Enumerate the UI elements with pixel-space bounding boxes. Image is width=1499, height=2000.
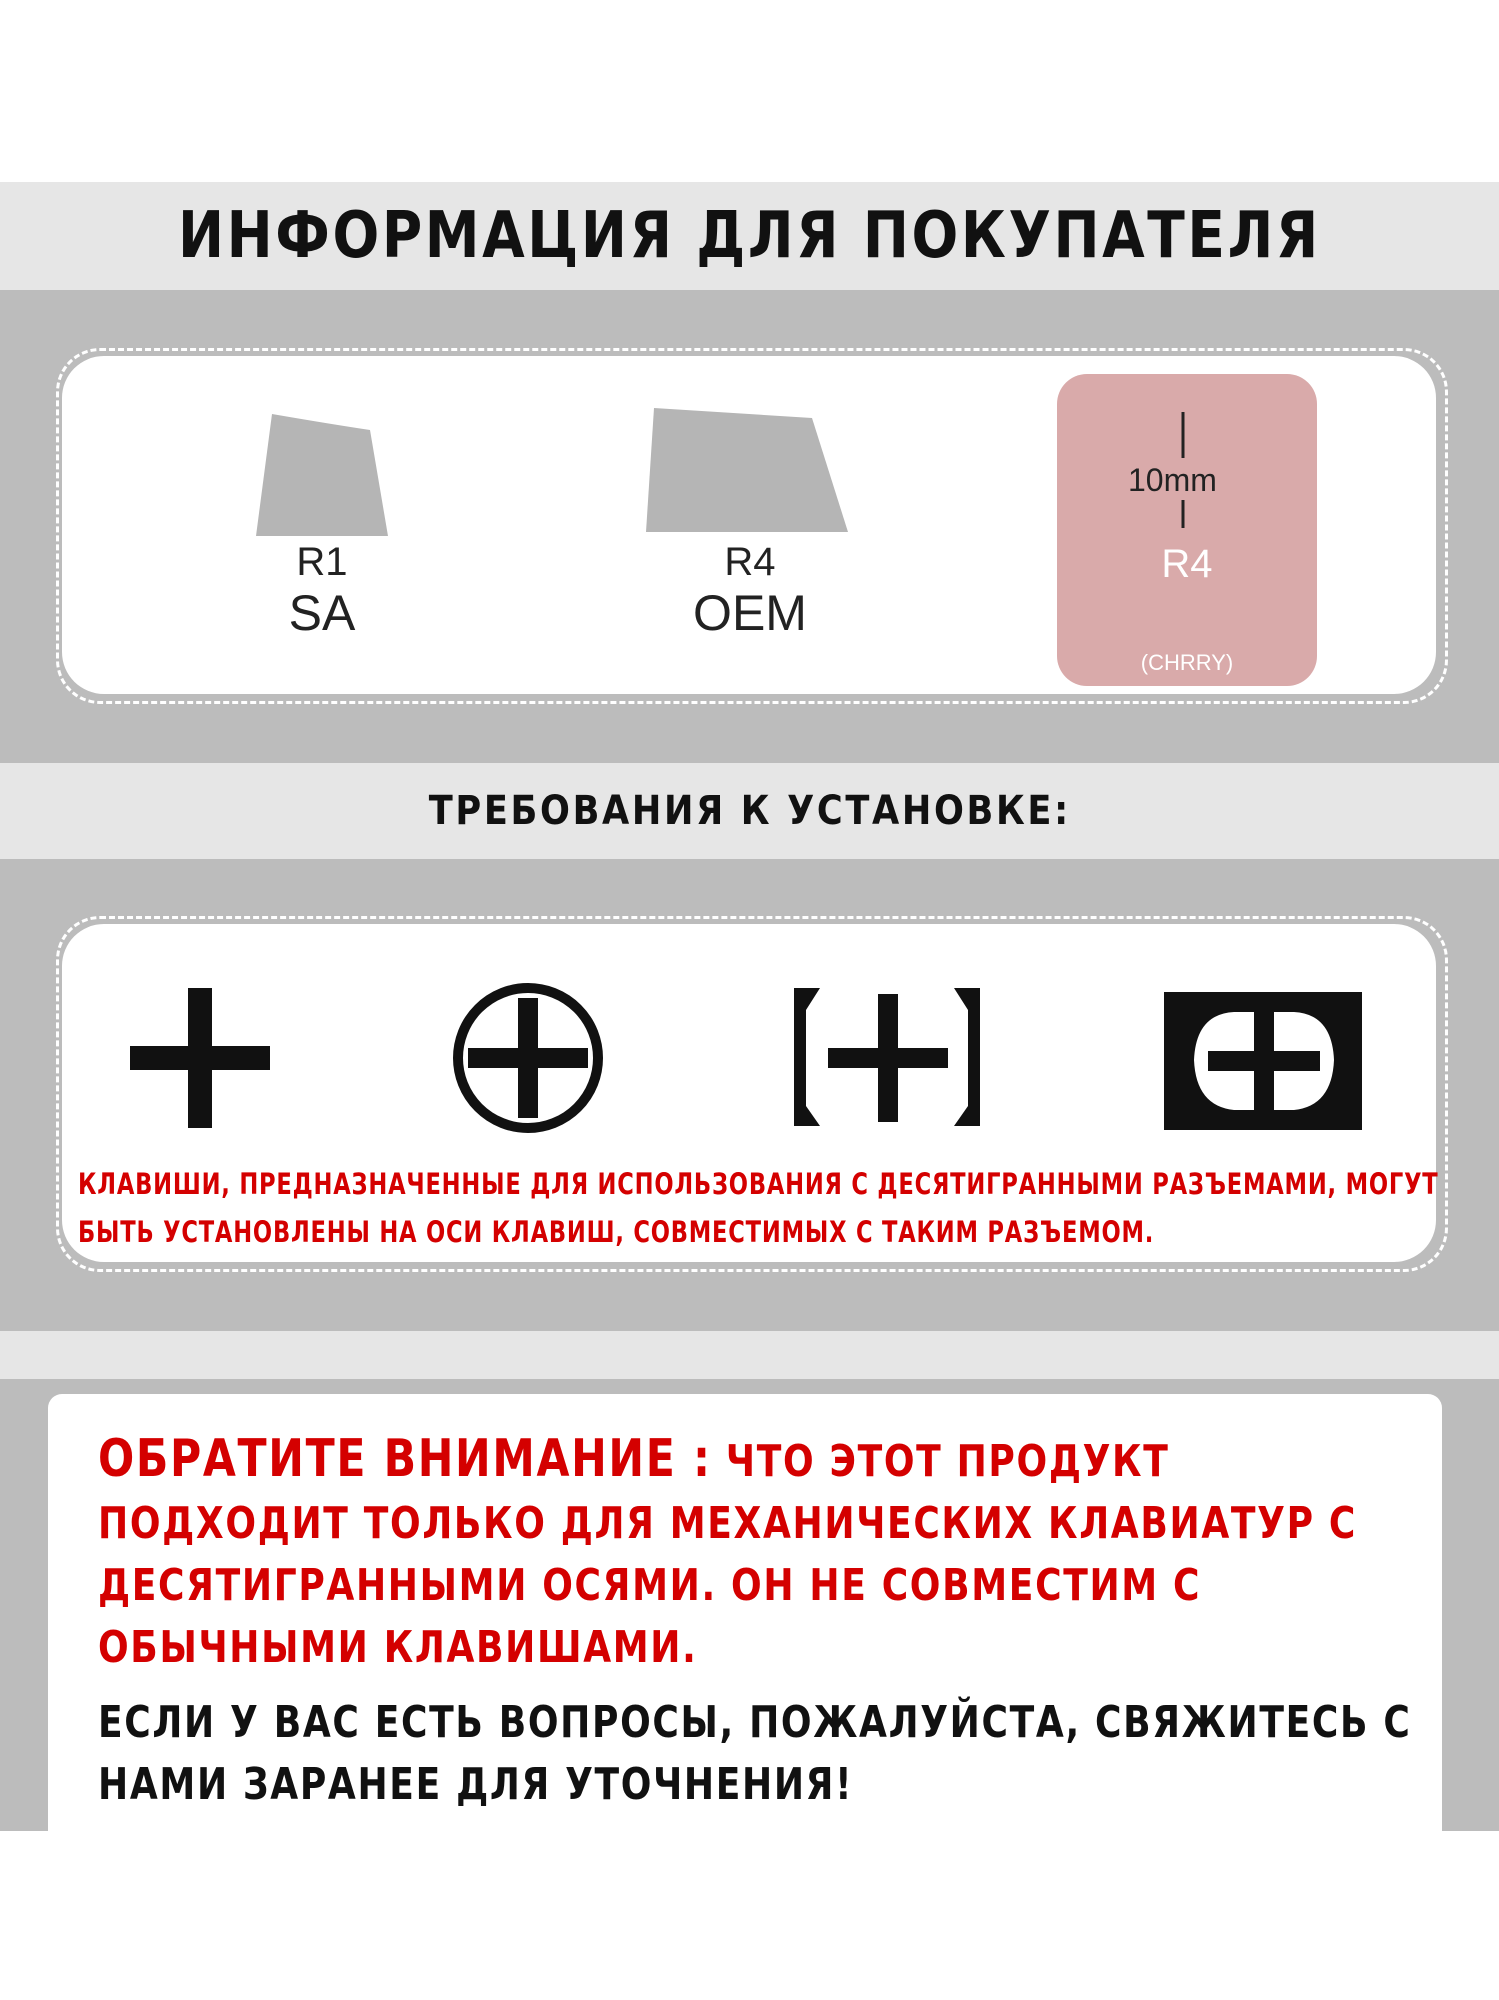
bracket-cross-icon	[794, 988, 980, 1126]
installation-title: ТРЕБОВАНИЯ К УСТАНОВКЕ:	[428, 788, 1071, 834]
page-title: ИНФОРМАЦИЯ ДЛЯ ПОКУПАТЕЛЯ	[178, 199, 1321, 273]
notice-body: ЧТО ЭТОТ ПРОДУКТ ПОДХОДИТ ТОЛЬКО ДЛЯ МЕХАНИЧЕСКИХ КЛАВИАТУР С ДЕСЯТИГРАННЫМИ ОСЯМИ. ОН НЕ СОВМЕСТИМ С ОБЫЧНЫМИ КЛАВИШАМИ.	[98, 1436, 1358, 1673]
boxed-cross-icon	[1164, 992, 1362, 1130]
profile-name: (CHRRY)	[1140, 650, 1234, 675]
divider-band	[0, 1331, 1499, 1379]
height-marker	[0, 0, 1499, 760]
circle-cross-icon	[458, 988, 598, 1128]
profile-code: R4	[1161, 542, 1213, 586]
cross-icon	[130, 988, 270, 1128]
notice-lead: ОБРАТИТЕ ВНИМАНИЕ :	[98, 1429, 712, 1489]
height-label: 10mm	[1128, 462, 1217, 498]
profile-name: OEM	[693, 585, 807, 641]
notice-text	[98, 1428, 1426, 1679]
profile-code: R1	[296, 540, 348, 584]
profile-code: R4	[724, 540, 776, 584]
stem-icons	[0, 900, 1499, 1160]
contact-text: ЕСЛИ У ВАС ЕСТЬ ВОПРОСЫ, ПОЖАЛУЙСТА, СВЯЖИТЕСЬ С НАМИ ЗАРАНЕЕ ДЛЯ УТОЧНЕНИЯ!	[98, 1697, 1412, 1810]
installation-header-band	[0, 763, 1499, 859]
installation-note: КЛАВИШИ, ПРЕДНАЗНАЧЕННЫЕ ДЛЯ ИСПОЛЬЗОВАНИЯ С ДЕСЯТИГРАННЫМИ РАЗЪЕМАМИ, МОГУТ БЫТЬ УСТАНОВЛЕНЫ НА ОСИ КЛАВИШ, СОВМЕСТИМЫХ С ТАКИМ РАЗЪЕМОМ.	[78, 1167, 1439, 1249]
profile-name: SA	[288, 585, 356, 641]
